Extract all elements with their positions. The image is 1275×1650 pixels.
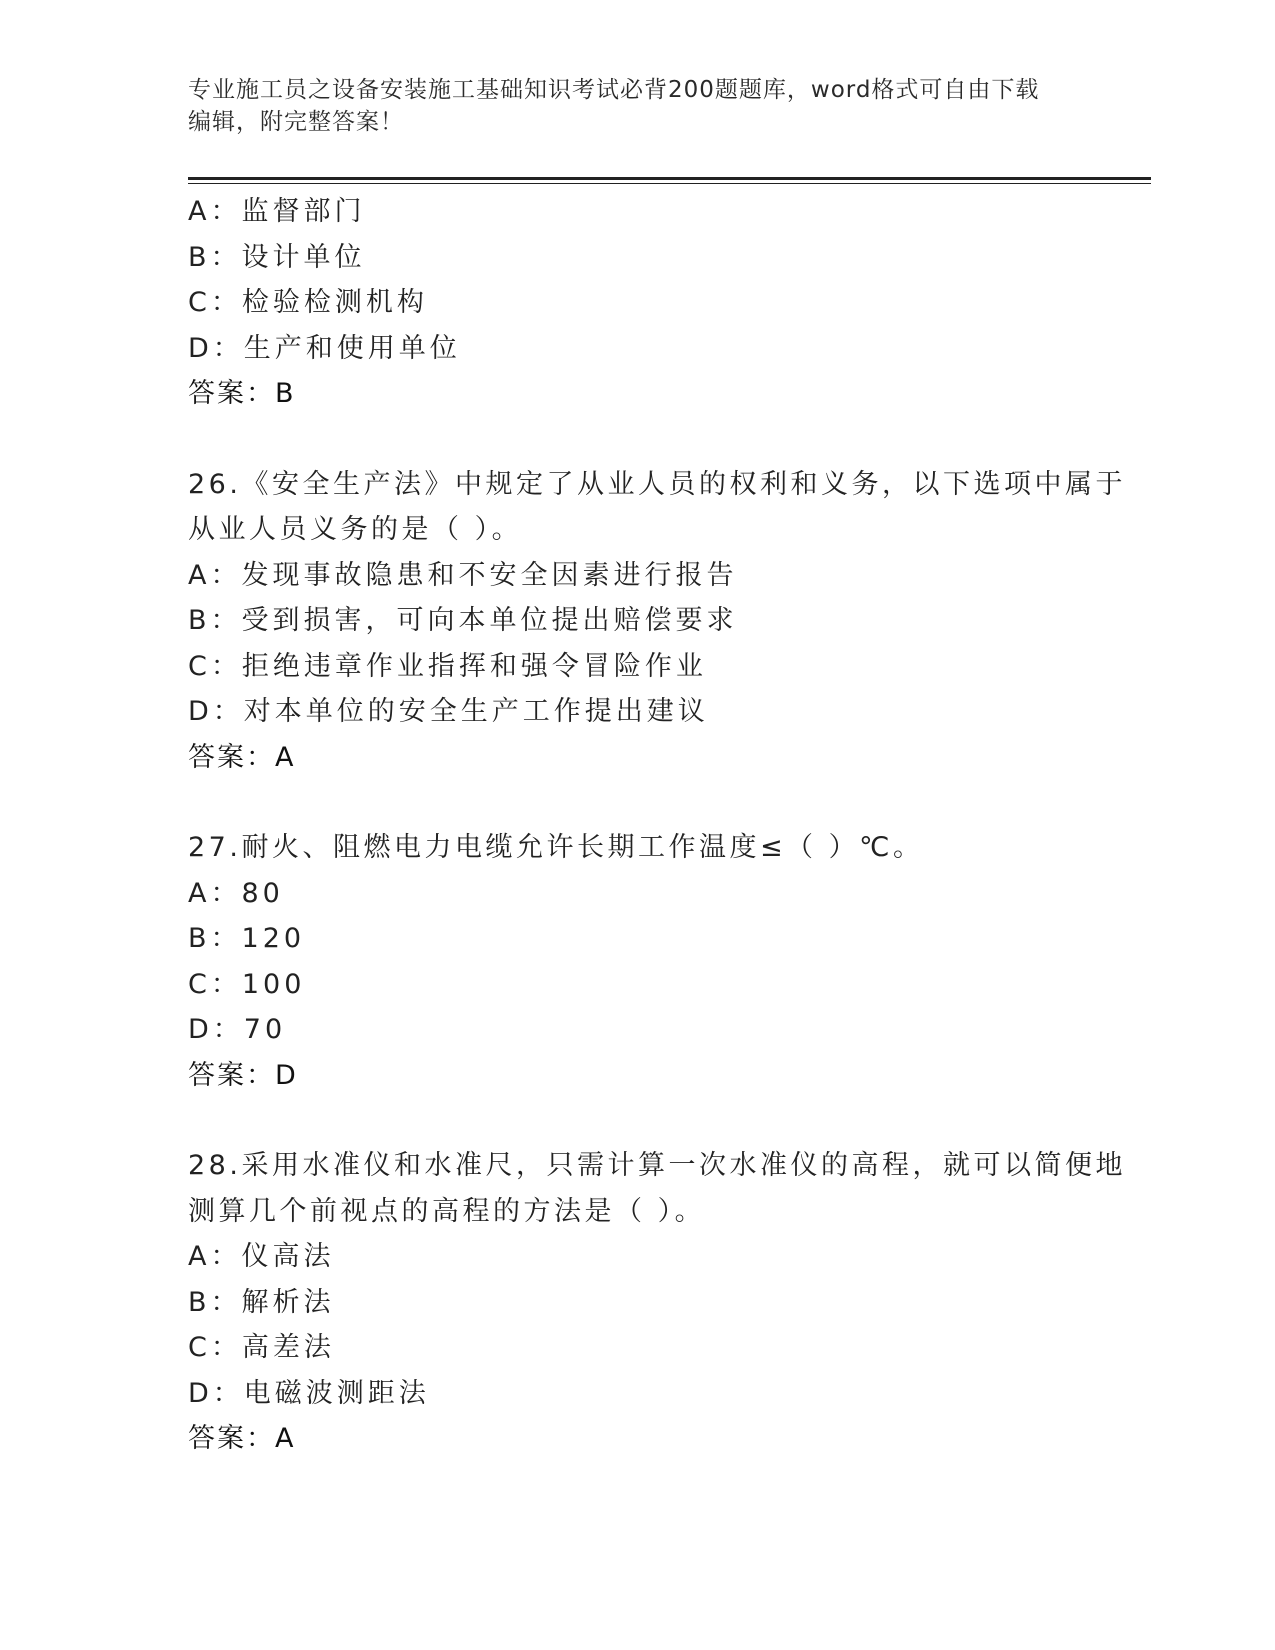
option-a: A：监督部门	[188, 196, 366, 227]
option-d: D：电磁波测距法	[188, 1377, 430, 1409]
option-b: B：受到损害，可向本单位提出赔偿要求	[188, 605, 738, 636]
option-a: A：80	[188, 877, 284, 909]
question-25	[188, 189, 1088, 417]
answer-line: 答案：A	[188, 1423, 296, 1454]
header-divider-thin	[188, 183, 1151, 184]
question-stem-line-1: 26.《安全生产法》中规定了从业人员的权利和义务，以下选项中属于	[188, 468, 1126, 500]
question-stem-line-2: 测算几个前视点的高程的方法是（ ）。	[188, 1195, 706, 1227]
question-stem-line-1: 27.耐火、阻燃电力电缆允许长期工作温度≤（ ）℃。	[188, 832, 924, 863]
question-28	[188, 1143, 1126, 1462]
answer-line: 答案：B	[188, 378, 296, 409]
option-d: D：生产和使用单位	[188, 332, 461, 364]
question-27	[188, 825, 1088, 1098]
option-b: B：120	[188, 923, 306, 954]
answer-line: 答案：A	[188, 741, 296, 773]
option-c: C：100	[188, 968, 306, 1000]
question-stem-line-2: 从业人员义务的是（ ）。	[188, 514, 523, 545]
option-c: C：检验检测机构	[188, 287, 428, 318]
header-divider-thick	[188, 177, 1151, 180]
header-line-2: 编辑，附完整答案！	[188, 109, 404, 135]
option-c: C：拒绝违章作业指挥和强令冒险作业	[188, 650, 707, 682]
option-b: B：解析法	[188, 1286, 335, 1318]
option-d: D：70	[188, 1014, 287, 1045]
option-a: A：仪高法	[188, 1241, 335, 1272]
answer-line: 答案：D	[188, 1059, 298, 1091]
option-a: A：发现事故隐患和不安全因素进行报告	[188, 559, 738, 591]
question-26	[188, 462, 1126, 781]
option-b: B：设计单位	[188, 241, 366, 273]
option-d: D：对本单位的安全生产工作提出建议	[188, 696, 709, 727]
question-stem-line-1: 28.采用水准仪和水准尺，只需计算一次水准仪的高程，就可以简便地	[188, 1150, 1126, 1181]
header-line-1: 专业施工员之设备安装施工基础知识考试必背200题题库，word格式可自由下载	[188, 77, 1040, 103]
question-list	[188, 189, 1126, 1462]
option-c: C：高差法	[188, 1332, 335, 1363]
document-header	[188, 74, 1088, 138]
